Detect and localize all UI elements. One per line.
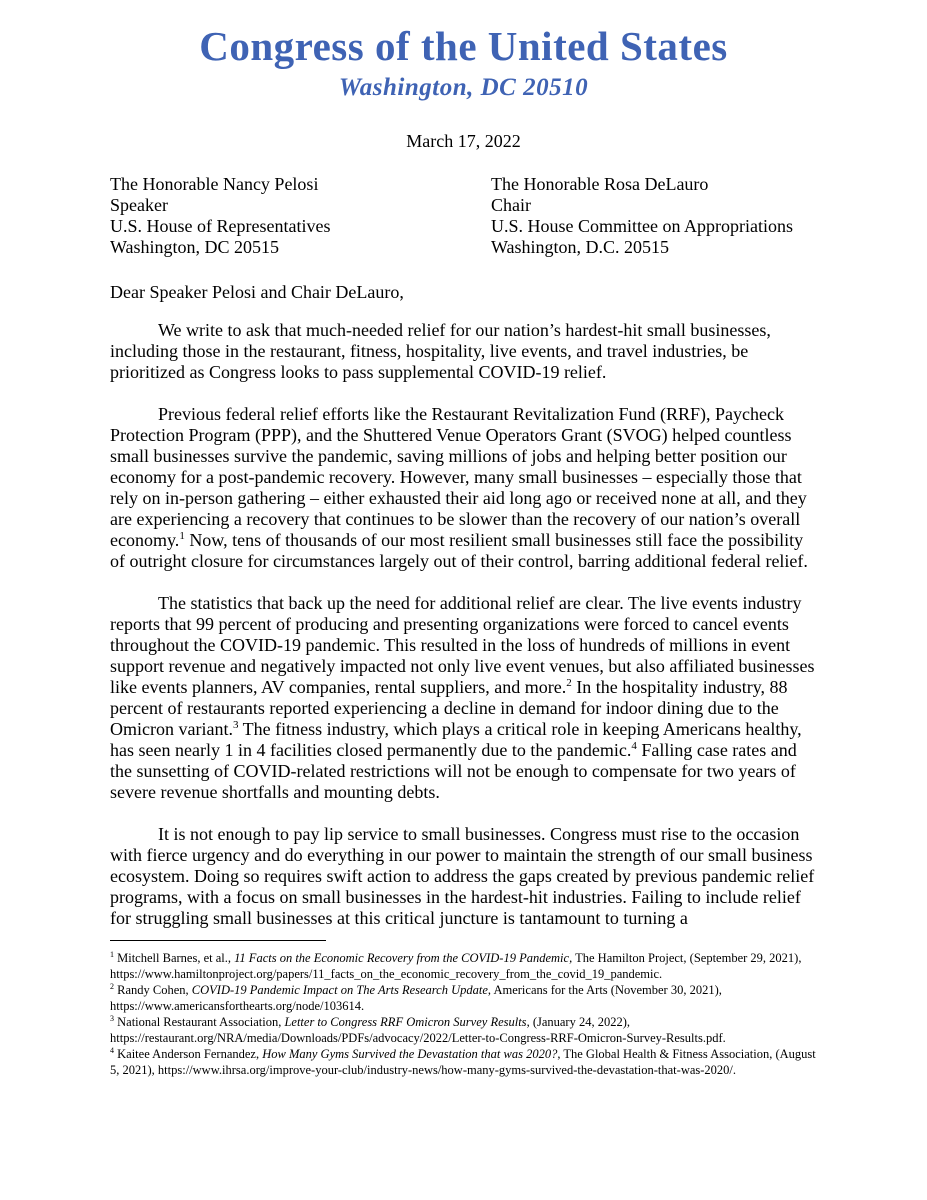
salutation: Dear Speaker Pelosi and Chair DeLauro, [110,282,404,302]
paragraph-4 [110,824,816,929]
paragraph-text: Now, tens of thousands of our most resilient small businesses still face the possibility of outright closure for circumstances largely out of their control, barring additional federal relief. [110,530,808,571]
letter-body [110,320,816,950]
paragraph-text: The statistics that back up the need for additional relief are clear. The live events industry reports that 99 percent of producing and presenting organizations were forced to cancel events throughout the COVID-19 pandemic. This resulted in the loss of hundreds of millions in event support revenue and negatively impacted not only live event venues, but also affiliated businesses like events planners, AV companies, rental suppliers, and more. [110,593,815,697]
paragraph-text: Previous federal relief efforts like the Restaurant Revitalization Fund (RRF), Paycheck Protection Program (PPP), and the Shuttered Venue Operators Grant (SVOG) helped countless small businesses survive the pandemic, saving millions of jobs and helping better position our economy for a post-pandemic recovery. However, many small businesses – especially those that rely on in-person gathering – either exhausted their aid long ago or received none at all, and they are experiencing a recovery that continues to be slower than the recovery of our nation’s overall economy. [110,404,807,550]
footnote-1 [110,950,820,982]
paragraph-text: In the hospitality industry, 88 percent of restaurants reported experiencing a decline in demand for indoor dining due to the Omicron variant. [110,677,788,739]
footnote-source: , The Global Health & Fitness Association, (August 5, 2021), https://www.ihrsa.org/improve-your-club/industry-news/how-many-gyms-survived-the-devastation-that-was-2020/. [110,1047,816,1077]
paragraph-3 [110,593,816,803]
footnote-source: , (January 24, 2022), https://restaurant.org/NRA/media/Downloads/PDFs/advocacy/2022/Letter-to-Congress-RRF-Omicron-Survey-Results.pdf. [110,1015,726,1045]
footnote-number: 4 [110,1045,114,1055]
footnote-title: Letter to Congress RRF Omicron Survey Results [284,1015,527,1029]
paragraph-2 [110,404,816,572]
footnote-title: COVID-19 Pandemic Impact on The Arts Research Update [191,983,488,997]
footnote-ref: 3 [232,719,239,731]
paragraph-text: It is not enough to pay lip service to small businesses. Congress must rise to the occasion with fierce urgency and do everything in our power to maintain the strength of our small business ecosystem. Doing so requires swift action to address the gaps created by previous pandemic relief programs, with a focus on small businesses in the hardest-hit industries. Failing to include relief for struggling small businesses at this critical juncture is tantamount to turning a [110,824,815,928]
letter-date: March 17, 2022 [406,131,521,151]
recipient-right-line: Washington, D.C. 20515 [491,237,670,257]
footnote-number: 1 [110,949,114,959]
footnote-ref: 1 [179,530,185,542]
letterhead-title: Congress of the United States [199,23,728,69]
paragraph-text: The fitness industry, which plays a critical role in keeping Americans healthy, has seen nearly 1 in 4 facilities closed permanently due to the pandemic. [110,719,802,760]
footnote-divider [110,940,326,941]
footnote-number: 2 [110,981,114,991]
footnote-4 [110,1046,820,1078]
recipient-left-address [110,174,330,258]
recipient-left-line: The Honorable Nancy Pelosi [110,174,319,194]
footnote-ref: 4 [631,740,637,752]
footnote-ref: 2 [566,677,572,689]
recipient-left-line: U.S. House of Representatives [110,216,331,236]
recipient-left-line: Speaker [110,195,168,215]
footnotes [110,950,820,1078]
footnote-source: The Hamilton Project, (September 29, 2021), https://www.hamiltonproject.org/papers/11_facts_on_the_economic_recovery_from_the_covid_19_pandemic. [110,951,802,981]
footnote-3 [110,1014,820,1046]
recipient-right-line: Chair [491,195,531,215]
paragraph-text: Falling case rates and the sunsetting of COVID-related restrictions will not be enough to compensate for two years of severe revenue shortfalls and mounting debts. [110,740,797,802]
footnote-author: Randy Cohen, [114,983,192,997]
footnote-author: Mitchell Barnes, et al., [114,951,235,965]
paragraph-text: We write to ask that much-needed relief for our nation’s hardest-hit small businesses, including those in the restaurant, fitness, hospitality, live events, and travel industries, be prioritized as Congress looks to pass supplemental COVID-19 relief. [110,320,771,382]
recipient-right-line: The Honorable Rosa DeLauro [491,174,709,194]
footnote-2 [110,982,820,1014]
footnote-author: Kaitee Anderson Fernandez, [114,1047,263,1061]
footnote-source: , Americans for the Arts (November 30, 2021), https://www.americansforthearts.org/node/103614. [110,983,722,1013]
recipient-right-line: U.S. House Committee on Appropriations [491,216,793,236]
footnote-author: National Restaurant Association, [114,1015,285,1029]
footnote-title: How Many Gyms Survived the Devastation that was 2020? [262,1047,558,1061]
paragraph-1 [110,320,816,383]
footnote-title: 11 Facts on the Economic Recovery from the COVID-19 Pandemic, [234,951,573,965]
recipient-left-line: Washington, DC 20515 [110,237,280,257]
footnote-number: 3 [110,1013,114,1023]
recipient-right-address [491,174,793,258]
letterhead-subtitle: Washington, DC 20510 [338,74,589,101]
